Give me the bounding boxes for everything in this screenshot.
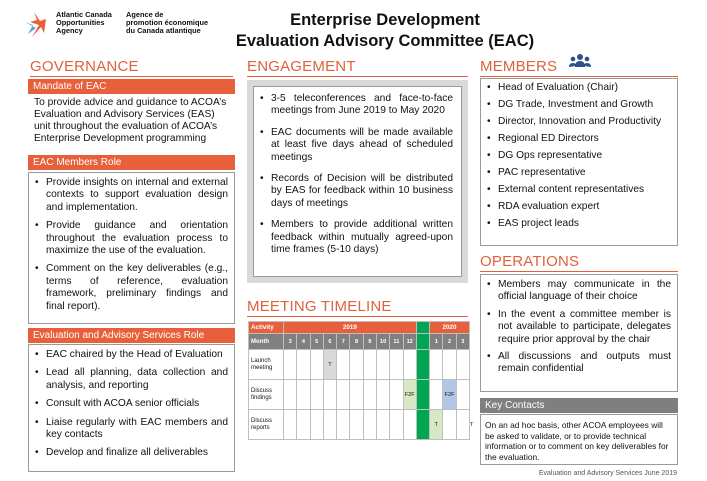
timeline-cell — [350, 350, 363, 380]
member-item: • Director, Innovation and Productivity — [485, 116, 671, 128]
month-cell: 7 — [337, 334, 350, 350]
timeline-cell — [337, 380, 350, 410]
timeline-cell — [456, 410, 469, 440]
governance-heading: GOVERNANCE — [30, 58, 233, 77]
list-item: • EAC chaired by the Head of Evaluation — [33, 349, 228, 361]
timeline-row-label: Discuss reports — [249, 410, 284, 440]
timeline-cell — [297, 380, 310, 410]
timeline-cell: F2F — [403, 380, 416, 410]
list-item: • Lead all planning, data collection and analysis, and reporting — [33, 367, 228, 392]
timeline-cell — [310, 410, 323, 440]
timeline-cell — [456, 380, 469, 410]
members-box — [480, 78, 678, 246]
month-cell: 10 — [376, 334, 389, 350]
acoa-logo — [22, 10, 232, 42]
members-role-box — [28, 172, 235, 324]
timeline-cell — [390, 380, 403, 410]
timeline-cell — [376, 410, 389, 440]
timeline-cell — [297, 350, 310, 380]
engagement-heading: ENGAGEMENT — [247, 58, 468, 77]
members-role-list — [33, 177, 228, 313]
eas-role-title: Evaluation and Advisory Services Role — [28, 328, 235, 343]
month-cell: 12 — [403, 334, 416, 350]
timeline-divider — [416, 350, 429, 380]
month-cell: 9 — [363, 334, 376, 350]
timeline-divider — [416, 322, 429, 334]
timeline-heading: MEETING TIMELINE — [247, 298, 468, 317]
list-item: • 3-5 teleconferences and face-to-face meetings from June 2019 to May 2020 — [258, 93, 453, 118]
timeline-cell — [284, 380, 297, 410]
engagement-box — [253, 86, 462, 277]
mandate-text: To provide advice and guidance to ACOA’s Evaluation and Advisory Services (EAS) unit throughout the evaluation of ACOA’s Enterprise Development programming — [34, 97, 227, 144]
timeline-cell — [337, 410, 350, 440]
timeline-cell — [350, 380, 363, 410]
operations-heading: OPERATIONS — [480, 253, 678, 272]
mandate-title: Mandate of EAC — [28, 79, 235, 94]
member-item: • Head of Evaluation (Chair) — [485, 82, 671, 94]
timeline-cell — [456, 350, 469, 380]
key-contacts-text: On an ad hoc basis, other ACOA employees will be asked to validate, or to provide technical information or to comment on key deliverables for the evaluation. — [480, 414, 678, 465]
member-item: • RDA evaluation expert — [485, 201, 671, 213]
month-cell: 11 — [390, 334, 403, 350]
list-item: • Consult with ACOA senior officials — [33, 398, 228, 410]
timeline-cell — [376, 380, 389, 410]
year-header-2019: 2019 — [284, 322, 417, 334]
eas-role-list — [33, 349, 228, 460]
list-item: • Liaise regularly with EAC members and key contacts — [33, 417, 228, 442]
eas-role-box — [28, 344, 235, 472]
month-cell: 3 — [456, 334, 469, 350]
list-item: • EAC documents will be made available at least five days ahead of scheduled meetings — [258, 127, 453, 164]
timeline-cell — [376, 350, 389, 380]
timeline-divider — [416, 410, 429, 440]
month-cell: 4 — [297, 334, 310, 350]
members-heading-text: MEMBERS — [480, 58, 558, 75]
operations-box — [480, 274, 678, 392]
month-cell: 6 — [323, 334, 336, 350]
timeline-cell — [284, 410, 297, 440]
timeline-cell: T — [430, 410, 443, 440]
member-item: • DG Ops representative — [485, 150, 671, 162]
month-cell: 5 — [310, 334, 323, 350]
timeline-table: Activity 2019 2020 Month 3 4 5 6 7 8 9 10 11 12 1 2 3 4 Launch meeting T Discuss findings F2F F2F Discuss reports T T — [248, 321, 470, 440]
list-item: • All discussions and outputs must remain confidential — [485, 351, 671, 376]
maple-leaf-icon — [22, 10, 52, 40]
list-item: • Members to provide additional written feedback within mutually agreed-upon time frames (5-10 days) — [258, 219, 453, 256]
month-cell: 2 — [443, 334, 456, 350]
month-header: Month — [249, 334, 284, 350]
timeline-cell — [390, 350, 403, 380]
page-title: Enterprise Development Evaluation Advisory Committee (EAC) — [235, 11, 535, 50]
timeline-cell — [337, 350, 350, 380]
timeline-row-label: Discuss findings — [249, 380, 284, 410]
key-contacts-title: Key Contacts — [480, 398, 678, 413]
year-header-2020: 2020 — [430, 322, 470, 334]
timeline-cell: T — [323, 350, 336, 380]
member-item: • PAC representative — [485, 167, 671, 179]
member-item: • External content representatives — [485, 184, 671, 196]
timeline-row-label: Launch meeting — [249, 350, 284, 380]
timeline-cell — [350, 410, 363, 440]
timeline-divider — [416, 380, 429, 410]
timeline-cell — [443, 410, 456, 440]
list-item: • Provide insights on internal and external contexts to support evaluation design and implementation. — [33, 177, 228, 214]
timeline-cell — [363, 350, 376, 380]
engagement-list — [258, 93, 453, 256]
timeline-cell — [323, 380, 336, 410]
list-item: • Comment on the key deliverables (e.g., terms of reference, evaluation framework, preliminary findings and final report). — [33, 263, 228, 313]
timeline-cell — [363, 410, 376, 440]
timeline-cell — [430, 380, 443, 410]
people-group-icon — [569, 53, 591, 69]
list-item: • Provide guidance and orientation throughout the evaluation process to maximize the use of the evaluation. — [33, 220, 228, 257]
operations-list — [485, 279, 671, 376]
member-item: • Regional ED Directors — [485, 133, 671, 145]
timeline-cell — [403, 350, 416, 380]
timeline-cell — [403, 410, 416, 440]
timeline-cell: F2F — [443, 380, 456, 410]
timeline-divider — [416, 334, 429, 350]
member-item: • EAS project leads — [485, 218, 671, 230]
engagement-panel — [247, 80, 468, 283]
month-cell: 8 — [350, 334, 363, 350]
member-item: • DG Trade, Investment and Growth — [485, 99, 671, 111]
timeline-cell — [363, 380, 376, 410]
timeline-cell — [310, 350, 323, 380]
list-item: • Develop and finalize all deliverables — [33, 447, 228, 459]
month-cell: 3 — [284, 334, 297, 350]
timeline-cell — [310, 380, 323, 410]
list-item: • In the event a committee member is not available to participate, delegates require prior approval by the chair — [485, 309, 671, 346]
members-role-title: EAC Members Role — [28, 155, 235, 170]
logo-english: Atlantic Canada Opportunities Agency — [56, 10, 112, 35]
timeline-cell — [284, 350, 297, 380]
timeline-cell — [443, 350, 456, 380]
timeline-cell — [323, 410, 336, 440]
members-heading — [480, 58, 678, 77]
timeline-cell — [297, 410, 310, 440]
list-item: • Records of Decision will be distributed by EAS for feedback within 10 business days of meetings — [258, 173, 453, 210]
timeline-cell — [430, 350, 443, 380]
list-item: • Members may communicate in the official language of their choice — [485, 279, 671, 304]
members-list — [485, 82, 671, 230]
timeline-cell — [390, 410, 403, 440]
month-cell: 1 — [430, 334, 443, 350]
timeline-table-wrap — [248, 321, 474, 453]
logo-french: Agence de promotion économique du Canada atlantique — [126, 10, 209, 35]
activity-header: Activity — [249, 322, 284, 334]
footer-text: Evaluation and Advisory Services June 2019 — [538, 470, 677, 477]
